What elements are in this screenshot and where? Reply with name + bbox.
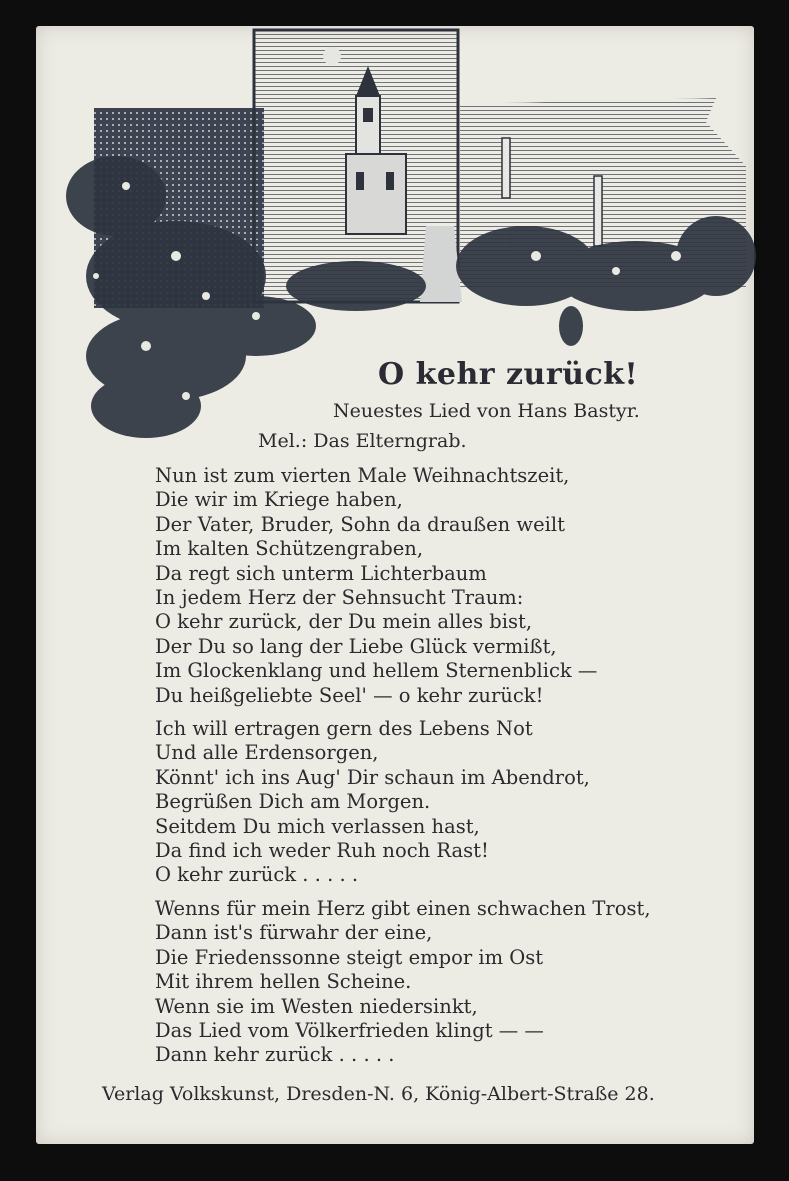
- verse-line: Könnt' ich ins Aug' Dir schaun im Abendrot,: [155, 765, 590, 789]
- publisher-imprint: Verlag Volkskunst, Dresden-N. 6, König-Albert-Straße 28.: [102, 1083, 655, 1105]
- stanza-3: [155, 897, 651, 1068]
- verse-line: Nun ist zum vierten Male Weihnachtszeit,: [155, 464, 570, 487]
- verse-line: Ich will ertragen gern des Lebens Not: [155, 717, 533, 740]
- verse-line: Der Vater, Bruder, Sohn da draußen weilt: [155, 512, 565, 536]
- verse-line: Das Lied vom Völkerfrieden klingt — —: [155, 1019, 544, 1043]
- verse-line: Begrüßen Dich am Morgen.: [155, 790, 431, 814]
- verse-line: Und alle Erdensorgen,: [155, 741, 379, 765]
- verse-line: Seitdem Du mich verlassen hast,: [155, 814, 480, 838]
- verse-line: Der Du so lang der Liebe Glück vermißt,: [155, 634, 557, 658]
- verse-line: Wenn sie im Westen niedersinkt,: [155, 994, 478, 1018]
- verse-line: Da regt sich unterm Lichterbaum: [155, 561, 487, 585]
- verse-line: Wenns für mein Herz gibt einen schwachen Trost,: [155, 897, 651, 920]
- verse-line: O kehr zurück, der Du mein alles bist,: [155, 610, 533, 634]
- verse-line: Dann ist's fürwahr der eine,: [155, 921, 433, 945]
- melody-note: Mel.: Das Elterngrab.: [258, 430, 467, 452]
- verse-line: Die Friedenssonne steigt empor im Ost: [155, 945, 544, 969]
- verse-line: Die wir im Kriege haben,: [155, 488, 403, 512]
- stanza-2: [155, 717, 590, 888]
- verse-line: Du heißgeliebte Seel' — o kehr zurück!: [155, 683, 544, 707]
- song-title: O kehr zurück!: [378, 357, 639, 392]
- verse-line: Im Glockenklang und hellem Sternenblick —: [155, 659, 598, 683]
- verse-line: Da find ich weder Ruh noch Rast!: [155, 839, 489, 863]
- verse-line: Im kalten Schützengraben,: [155, 537, 424, 561]
- verse-line: Dann kehr zurück . . . . .: [155, 1043, 395, 1067]
- stanza-1: [155, 464, 597, 708]
- verse-line: In jedem Herz der Sehnsucht Traum:: [155, 586, 524, 610]
- verse-line: Mit ihrem hellen Scheine.: [155, 970, 412, 994]
- verse-line: O kehr zurück . . . . .: [155, 863, 359, 887]
- song-subtitle: Neuestes Lied von Hans Bastyr.: [333, 400, 640, 422]
